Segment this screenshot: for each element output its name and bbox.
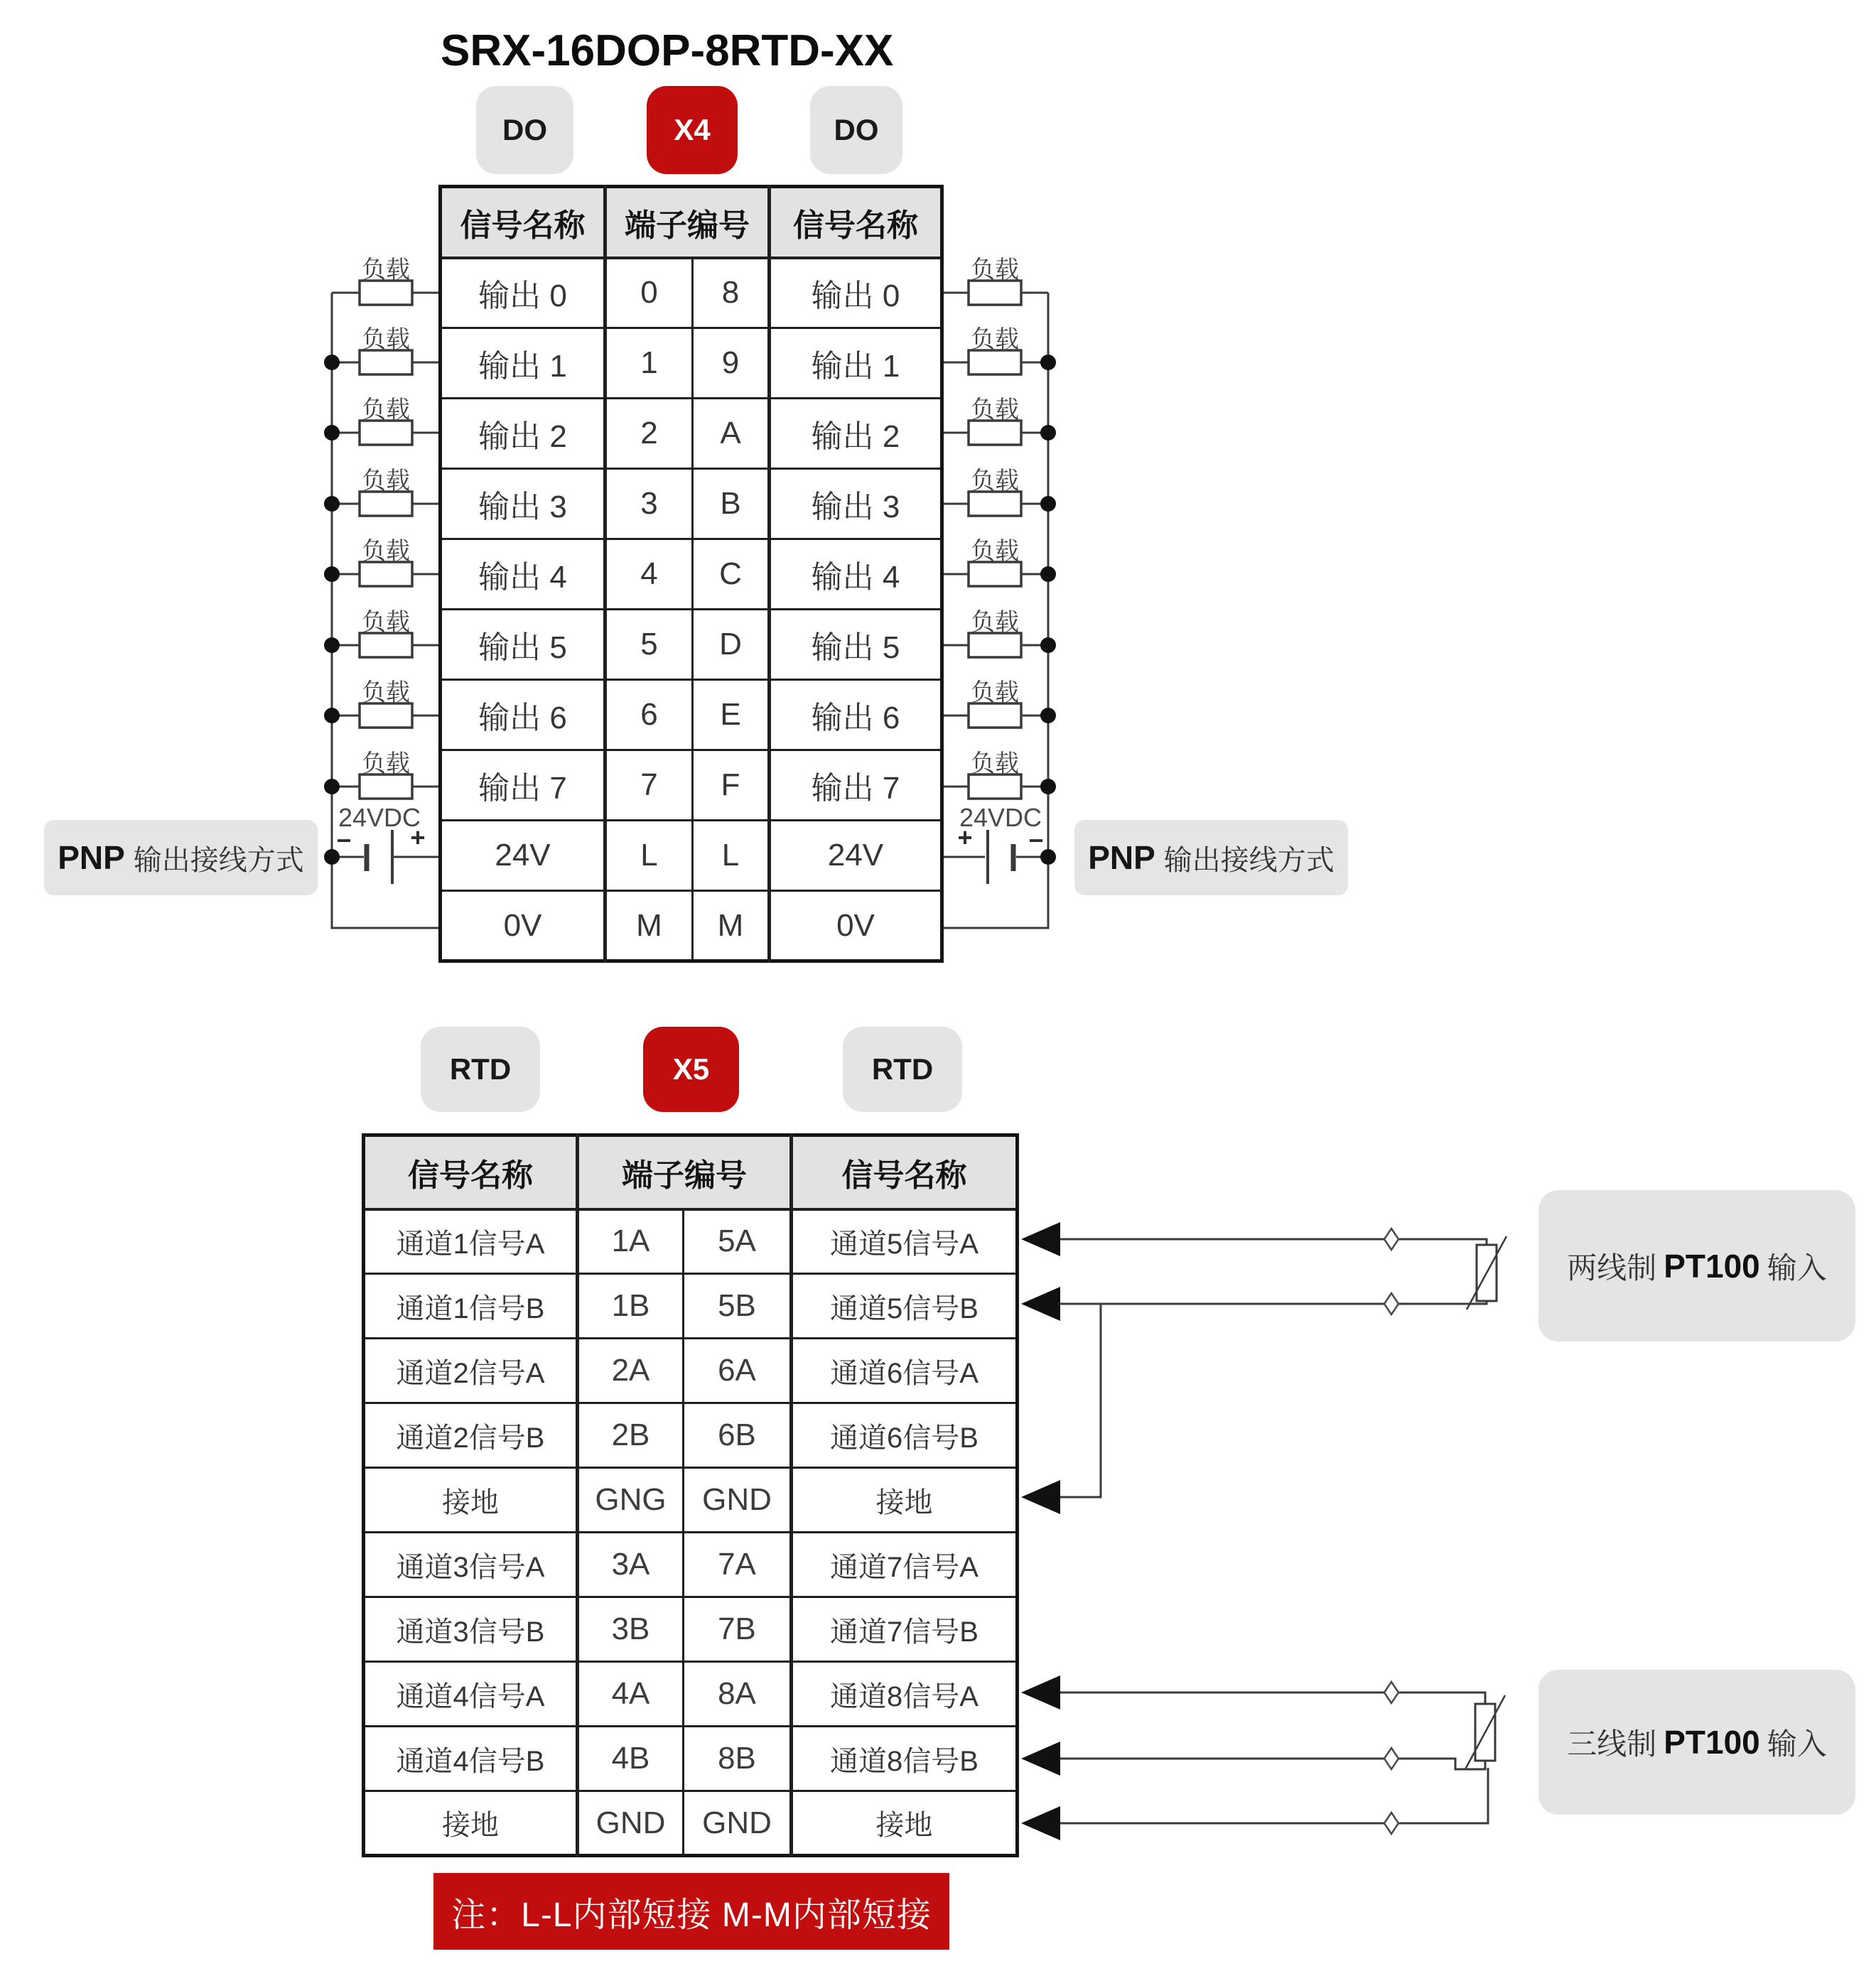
header-terminal: 端子编号: [578, 1135, 792, 1209]
pnp-rest-text: 输出接线方式: [1163, 844, 1335, 876]
terminal-cell: 6A: [684, 1339, 792, 1403]
do-terminal-table: [438, 185, 944, 963]
terminal-cell: 0: [605, 258, 693, 328]
terminal-row: [441, 328, 942, 399]
pt100-label-prefix: 三线制: [1567, 1727, 1657, 1761]
terminal-cell: 6: [605, 680, 693, 750]
load-resistor-label: 负载: [971, 609, 1019, 636]
channel8a-wire: [1059, 1692, 1485, 1704]
signal-name-cell: 输出 4: [441, 539, 605, 610]
load-resistor-label: 负载: [971, 326, 1019, 353]
terminal-row: [441, 610, 942, 680]
signal-name-cell: 通道2信号B: [364, 1403, 578, 1468]
terminal-row: [441, 750, 942, 821]
terminal-cell: 8A: [684, 1662, 792, 1727]
junction-dot: [324, 637, 340, 653]
terminal-cell: 3B: [578, 1597, 684, 1662]
channel5a-wire: [1059, 1239, 1487, 1245]
signal-name-cell: 24V: [441, 821, 605, 891]
terminal-cell: L: [693, 821, 770, 891]
terminal-row: [364, 1597, 1018, 1662]
junction-dot: [1040, 708, 1056, 723]
signal-name-cell: 接地: [364, 1791, 578, 1856]
junction-dot: [1040, 637, 1056, 653]
terminal-cell: 4A: [578, 1662, 684, 1727]
terminal-row: [364, 1468, 1018, 1533]
signal-name-cell: 通道1信号B: [364, 1274, 578, 1339]
load-resistor-label: 负载: [971, 538, 1019, 565]
ground-wire: [1059, 1768, 1488, 1823]
terminal-cell: D: [693, 610, 770, 680]
signal-name-cell: 通道6信号A: [792, 1339, 1018, 1403]
load-resistor-label: 负载: [362, 750, 410, 777]
junction-dot: [1040, 496, 1056, 512]
three-wire-pt100-label: [1538, 1670, 1855, 1815]
supply-voltage-label: 24VDC: [338, 803, 421, 832]
load-resistor-label: 负载: [971, 396, 1019, 423]
terminal-cell: 6B: [684, 1403, 792, 1468]
terminal-cell: 9: [693, 328, 770, 399]
pt100-label-suffix: 输入: [1767, 1727, 1827, 1761]
terminal-row: [364, 1209, 1018, 1274]
wire-arrow-icon: [1021, 1675, 1060, 1710]
pnp-wiring-note-right: [1074, 820, 1348, 895]
terminal-cell: M: [693, 891, 770, 961]
signal-name-cell: 通道6信号B: [792, 1403, 1018, 1468]
junction-dot: [324, 708, 340, 723]
terminal-row: [441, 469, 942, 539]
terminal-row: [364, 1533, 1018, 1597]
terminal-cell: 3A: [578, 1533, 684, 1597]
load-resistor-label: 负载: [971, 750, 1019, 777]
load-resistor-label: 负载: [362, 609, 410, 636]
channel5b-wire: [1059, 1301, 1487, 1304]
signal-name-cell: 输出 6: [770, 680, 942, 750]
signal-name-cell: 接地: [792, 1468, 1018, 1533]
pnp-bold-text: PNP: [1088, 839, 1155, 876]
supply-voltage-label: 24VDC: [959, 803, 1042, 832]
terminal-row: [364, 1274, 1018, 1339]
connector-x4-badge: X4: [647, 86, 738, 174]
pt100-sensor-icon: [1465, 1695, 1505, 1769]
terminal-cell: 8: [693, 258, 770, 328]
terminal-cell: 7A: [684, 1533, 792, 1597]
wire-arrows: [1021, 1675, 1060, 1840]
battery-minus-sign: −: [336, 826, 352, 855]
terminal-row: [441, 539, 942, 610]
signal-name-cell: 输出 1: [441, 328, 605, 399]
connector-x5-badge: X5: [643, 1027, 739, 1112]
terminal-cell: 5: [605, 610, 693, 680]
signal-name-cell: 通道5信号A: [792, 1209, 1018, 1274]
header-row: [441, 187, 942, 258]
pt100-label-bold: PT100: [1664, 1724, 1760, 1761]
junction-dot: [324, 425, 340, 441]
junction-dot: [324, 779, 340, 794]
battery-plus-sign: +: [410, 823, 426, 852]
header-row: [364, 1135, 1018, 1209]
diamond-connector-icon: [1384, 1293, 1398, 1314]
load-resistor-label: 负载: [362, 679, 410, 706]
terminal-row: [364, 1662, 1018, 1727]
signal-name-cell: 输出 6: [441, 680, 605, 750]
signal-name-cell: 通道3信号A: [364, 1533, 578, 1597]
signal-name-cell: 通道4信号B: [364, 1727, 578, 1791]
terminal-cell: 2A: [578, 1339, 684, 1403]
load-resistor-label: 负载: [362, 257, 410, 284]
diamond-connector-icon: [1384, 1813, 1398, 1834]
terminal-cell: GND: [578, 1791, 684, 1856]
terminal-cell: 4: [605, 539, 693, 610]
terminal-cell: 7: [605, 750, 693, 821]
terminal-cell: C: [693, 539, 770, 610]
wire-arrow-icon: [1021, 1742, 1060, 1776]
signal-name-cell: 输出 0: [441, 258, 605, 328]
header-signal-left: 信号名称: [364, 1135, 578, 1209]
signal-name-cell: 通道5信号B: [792, 1274, 1018, 1339]
header-terminal: 端子编号: [605, 187, 770, 258]
terminal-cell: A: [693, 399, 770, 469]
diamond-connector-icon: [1384, 1748, 1398, 1769]
terminal-cell: 5B: [684, 1274, 792, 1339]
load-resistor-label: 负载: [362, 326, 410, 353]
terminal-cell: GNG: [578, 1468, 684, 1533]
terminal-row: [441, 399, 942, 469]
terminal-cell: 5A: [684, 1209, 792, 1274]
pnp-bold-text: PNP: [58, 839, 125, 876]
tag-rtd-left: RTD: [421, 1027, 540, 1112]
terminal-row: [364, 1791, 1018, 1856]
rtd-terminal-table: [362, 1133, 1019, 1857]
signal-name-cell: 通道7信号A: [792, 1533, 1018, 1597]
pt100-label-bold: PT100: [1664, 1247, 1760, 1285]
terminal-cell: 1A: [578, 1209, 684, 1274]
terminal-cell: F: [693, 750, 770, 821]
terminal-cell: GND: [684, 1791, 792, 1856]
signal-name-cell: 通道8信号A: [792, 1662, 1018, 1727]
header-signal-right: 信号名称: [770, 187, 942, 258]
terminal-cell: GND: [684, 1468, 792, 1533]
junction-dot: [1040, 355, 1056, 370]
signal-name-cell: 输出 2: [441, 399, 605, 469]
signal-name-cell: 输出 5: [770, 610, 942, 680]
signal-name-cell: 输出 5: [441, 610, 605, 680]
page-title: SRX-16DOP-8RTD-XX: [441, 26, 894, 75]
signal-name-cell: 输出 1: [770, 328, 942, 399]
signal-name-cell: 输出 3: [770, 469, 942, 539]
terminal-row: [364, 1339, 1018, 1403]
signal-name-cell: 输出 3: [441, 469, 605, 539]
load-resistor-label: 负载: [362, 538, 410, 565]
signal-name-cell: 通道7信号B: [792, 1597, 1018, 1662]
signal-name-cell: 输出 7: [770, 750, 942, 821]
signal-name-cell: 通道3信号B: [364, 1597, 578, 1662]
terminal-cell: 3: [605, 469, 693, 539]
junction-dot: [1040, 779, 1056, 794]
battery-minus-sign: −: [1028, 826, 1044, 855]
terminal-cell: 4B: [578, 1727, 684, 1791]
terminal-row: [364, 1403, 1018, 1468]
wire-arrow-icon: [1021, 1480, 1060, 1514]
signal-name-cell: 接地: [364, 1468, 578, 1533]
terminal-cell: 2: [605, 399, 693, 469]
terminal-cell: 8B: [684, 1727, 792, 1791]
terminal-cell: 7B: [684, 1597, 792, 1662]
signal-name-cell: 通道1信号A: [364, 1209, 578, 1274]
junction-dot: [324, 355, 340, 370]
signal-name-cell: 输出 4: [770, 539, 942, 610]
load-resistor-label: 负载: [362, 396, 410, 423]
load-resistor-label: 负载: [362, 468, 410, 495]
terminal-row: [441, 821, 942, 891]
signal-name-cell: 接地: [792, 1791, 1018, 1856]
wire-arrow-icon: [1021, 1806, 1060, 1840]
terminal-cell: M: [605, 891, 693, 961]
signal-name-cell: 通道4信号A: [364, 1662, 578, 1727]
terminal-row: [441, 680, 942, 750]
wire-arrow-icon: [1021, 1287, 1060, 1321]
rtd-two-wire-wiring: [1021, 1222, 1506, 1514]
wire-arrows: [1021, 1222, 1060, 1514]
junction-dot: [324, 566, 340, 582]
diamond-connectors: [1384, 1682, 1398, 1834]
two-wire-pt100-label: [1538, 1190, 1855, 1341]
battery-plus-sign: +: [957, 823, 973, 852]
diamond-connector-icon: [1384, 1229, 1398, 1250]
terminal-cell: L: [605, 821, 693, 891]
header-signal-left: 信号名称: [441, 187, 605, 258]
signal-name-cell: 输出 0: [770, 258, 942, 328]
junction-dot: [1040, 425, 1056, 441]
pt100-label-suffix: 输入: [1767, 1251, 1827, 1285]
load-resistor-label: 负载: [971, 679, 1019, 706]
pnp-wiring-note-left: [44, 820, 318, 895]
pt100-sensor-icon: [1467, 1236, 1506, 1310]
signal-name-cell: 输出 2: [770, 399, 942, 469]
load-resistor-label: 负载: [971, 468, 1019, 495]
terminal-cell: 1: [605, 328, 693, 399]
note-banner: 注：L-L内部短接 M-M内部短接: [433, 1873, 949, 1950]
terminal-row: [364, 1727, 1018, 1791]
pnp-rest-text: 输出接线方式: [133, 844, 304, 876]
ground-branch-wire: [1059, 1304, 1101, 1497]
tag-do-right: DO: [810, 86, 902, 174]
signal-name-cell: 通道2信号A: [364, 1339, 578, 1403]
signal-name-cell: 0V: [441, 891, 605, 961]
signal-name-cell: 24V: [770, 821, 942, 891]
tag-do-left: DO: [476, 86, 573, 174]
terminal-row: [441, 891, 942, 961]
tag-rtd-right: RTD: [843, 1027, 962, 1112]
load-resistor-label: 负载: [971, 257, 1019, 284]
terminal-cell: B: [693, 469, 770, 539]
terminal-row: [441, 258, 942, 328]
header-signal-right: 信号名称: [792, 1135, 1018, 1209]
signal-name-cell: 输出 7: [441, 750, 605, 821]
diamond-connector-icon: [1384, 1682, 1398, 1703]
rtd-three-wire-wiring: [1021, 1675, 1505, 1840]
terminal-cell: E: [693, 680, 770, 750]
signal-name-cell: 0V: [770, 891, 942, 961]
junction-dot: [324, 496, 340, 512]
terminal-cell: 2B: [578, 1403, 684, 1468]
diamond-connectors: [1384, 1229, 1398, 1314]
pt100-label-prefix: 两线制: [1567, 1251, 1657, 1285]
terminal-cell: 1B: [578, 1274, 684, 1339]
signal-name-cell: 通道8信号B: [792, 1727, 1018, 1791]
junction-dot: [1040, 566, 1056, 582]
channel8b-wire: [1059, 1759, 1485, 1769]
wire-arrow-icon: [1021, 1222, 1060, 1256]
